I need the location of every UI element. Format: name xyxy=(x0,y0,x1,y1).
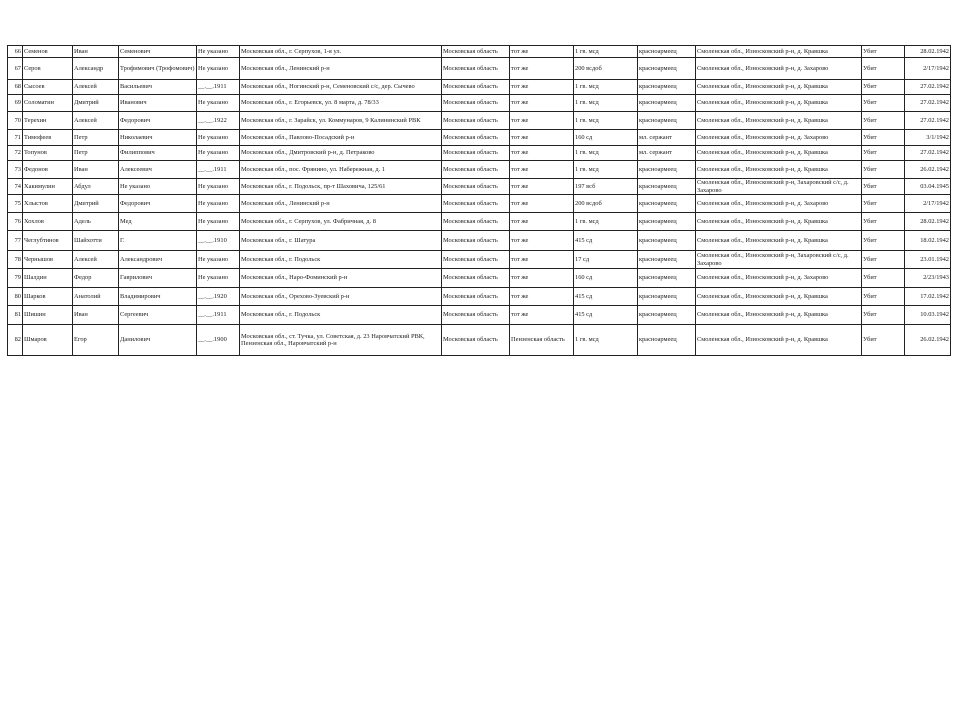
death-date-cell: 28.02.1942 xyxy=(905,46,951,58)
fate-cell: Убит xyxy=(862,195,905,213)
row-number-cell: 74 xyxy=(8,179,23,195)
middle-name-cell: Трофимович (Трофомович) xyxy=(119,58,197,80)
first-name-cell: Анатолий xyxy=(73,288,119,306)
fate-cell: Убит xyxy=(862,231,905,251)
table-row xyxy=(8,58,951,80)
conscription-region-cell: тот же xyxy=(510,179,574,195)
burial-place-cell: Смоленская обл., Износковский р-н, д. Кравшка xyxy=(696,95,862,112)
middle-name-cell: Не указано xyxy=(119,179,197,195)
burial-place-cell: Смоленская обл., Износковский р-н, д. Кравшка xyxy=(696,46,862,58)
region-cell: Московская область xyxy=(442,130,510,146)
conscription-region-cell: Пензенская область xyxy=(510,325,574,356)
row-number-cell: 70 xyxy=(8,112,23,130)
table-row xyxy=(8,251,951,269)
first-name-cell: Петр xyxy=(73,146,119,161)
military-unit-cell: 1 гв. мсд xyxy=(574,146,638,161)
military-unit-cell: 415 сд xyxy=(574,288,638,306)
first-name-cell: Дмитрий xyxy=(73,95,119,112)
death-date-cell: 2/17/1942 xyxy=(905,195,951,213)
fate-cell: Убит xyxy=(862,288,905,306)
row-number-cell: 80 xyxy=(8,288,23,306)
military-unit-cell: 1 гв. мсд xyxy=(574,46,638,58)
last-name-cell: Хлыстов xyxy=(23,195,73,213)
birthplace-cell: Московская обл., г. Подольск xyxy=(240,251,442,269)
middle-name-cell: Гаврилович xyxy=(119,269,197,288)
row-number-cell: 77 xyxy=(8,231,23,251)
birth-year-cell: __.__.1922 xyxy=(197,112,240,130)
burial-place-cell: Смоленская обл., Износковский р-н, д. Захарово xyxy=(696,58,862,80)
military-unit-cell: 17 сд xyxy=(574,251,638,269)
birthplace-cell: Московская обл., Наро-Фоминский р-н xyxy=(240,269,442,288)
birth-year-cell: Не указано xyxy=(197,58,240,80)
last-name-cell: Серов xyxy=(23,58,73,80)
birth-year-cell: Не указано xyxy=(197,269,240,288)
table-row xyxy=(8,325,951,356)
first-name-cell: Иван xyxy=(73,161,119,179)
fate-cell: Убит xyxy=(862,58,905,80)
death-date-cell: 10.03.1942 xyxy=(905,306,951,325)
middle-name-cell: Сергеевич xyxy=(119,306,197,325)
birth-year-cell: Не указано xyxy=(197,251,240,269)
last-name-cell: Чернышов xyxy=(23,251,73,269)
death-date-cell: 26.02.1942 xyxy=(905,325,951,356)
last-name-cell: Тимофеев xyxy=(23,130,73,146)
military-unit-cell: 1 гв. мсд xyxy=(574,95,638,112)
row-number-cell: 73 xyxy=(8,161,23,179)
row-number-cell: 82 xyxy=(8,325,23,356)
conscription-region-cell: тот же xyxy=(510,95,574,112)
conscription-region-cell: тот же xyxy=(510,80,574,95)
fate-cell: Убит xyxy=(862,325,905,356)
row-number-cell: 72 xyxy=(8,146,23,161)
middle-name-cell: Александрович xyxy=(119,251,197,269)
last-name-cell: Чеглубтинов xyxy=(23,231,73,251)
rank-cell: красноармеец xyxy=(638,112,696,130)
table-row xyxy=(8,179,951,195)
military-unit-cell: 1 гв. мсд xyxy=(574,325,638,356)
region-cell: Московская область xyxy=(442,161,510,179)
conscription-region-cell: тот же xyxy=(510,306,574,325)
first-name-cell: Иван xyxy=(73,46,119,58)
military-unit-cell: 200 всдоб xyxy=(574,58,638,80)
table-row xyxy=(8,146,951,161)
rank-cell: красноармеец xyxy=(638,288,696,306)
last-name-cell: Шишин xyxy=(23,306,73,325)
birthplace-cell: Московская обл., Павлово-Посадский р-н xyxy=(240,130,442,146)
table-row xyxy=(8,130,951,146)
conscription-region-cell: тот же xyxy=(510,195,574,213)
death-date-cell: 17.02.1942 xyxy=(905,288,951,306)
burial-place-cell: Смоленская обл., Износковский р-н, д. Кравшка xyxy=(696,231,862,251)
burial-register-table xyxy=(7,45,951,356)
table-row xyxy=(8,46,951,58)
row-number-cell: 71 xyxy=(8,130,23,146)
burial-place-cell: Смоленская обл., Износковский р-н, д. Кравшка xyxy=(696,161,862,179)
region-cell: Московская область xyxy=(442,231,510,251)
last-name-cell: Шарков xyxy=(23,288,73,306)
fate-cell: Убит xyxy=(862,179,905,195)
birthplace-cell: Московская обл., г. Егорьевск, ул. 8 марта, д. 78/33 xyxy=(240,95,442,112)
middle-name-cell: Алексеевич xyxy=(119,161,197,179)
death-date-cell: 27.02.1942 xyxy=(905,112,951,130)
conscription-region-cell: тот же xyxy=(510,231,574,251)
conscription-region-cell: тот же xyxy=(510,146,574,161)
rank-cell: красноармеец xyxy=(638,231,696,251)
death-date-cell: 18.02.1942 xyxy=(905,231,951,251)
fate-cell: Убит xyxy=(862,80,905,95)
middle-name-cell: Семенович xyxy=(119,46,197,58)
table-row xyxy=(8,231,951,251)
conscription-region-cell: тот же xyxy=(510,161,574,179)
table-row xyxy=(8,112,951,130)
first-name-cell: Иван xyxy=(73,306,119,325)
rank-cell: красноармеец xyxy=(638,95,696,112)
death-date-cell: 2/17/1942 xyxy=(905,58,951,80)
last-name-cell: Федонов xyxy=(23,161,73,179)
death-date-cell: 03.04.1945 xyxy=(905,179,951,195)
conscription-region-cell: тот же xyxy=(510,288,574,306)
military-unit-cell: 200 всдоб xyxy=(574,195,638,213)
fate-cell: Убит xyxy=(862,306,905,325)
rank-cell: красноармеец xyxy=(638,251,696,269)
birthplace-cell: Московская обл., ст. Тучка, ул. Советская, д. 23 Наровчатский РВК, Пензенская обл., Наровчатский р-н xyxy=(240,325,442,356)
table-row xyxy=(8,195,951,213)
burial-place-cell: Смоленская обл., Износковский р-н, Захаровский с/с, д. Захарово xyxy=(696,179,862,195)
birthplace-cell: Московская обл., г. Подольск xyxy=(240,306,442,325)
birthplace-cell: Московская обл., г. Шатура xyxy=(240,231,442,251)
row-number-cell: 81 xyxy=(8,306,23,325)
birth-year-cell: Не указано xyxy=(197,130,240,146)
middle-name-cell: Васильевич xyxy=(119,80,197,95)
birthplace-cell: Московская обл., Ногинский р-н, Семеновский с/с, дер. Сычево xyxy=(240,80,442,95)
table-row xyxy=(8,80,951,95)
birth-year-cell: __.__.1911 xyxy=(197,161,240,179)
burial-place-cell: Смоленская обл., Износковский р-н, д. Кравшка xyxy=(696,213,862,231)
region-cell: Московская область xyxy=(442,46,510,58)
region-cell: Московская область xyxy=(442,288,510,306)
military-unit-cell: 1 гв. мсд xyxy=(574,112,638,130)
last-name-cell: Соломатин xyxy=(23,95,73,112)
birth-year-cell: __.__.1900 xyxy=(197,325,240,356)
region-cell: Московская область xyxy=(442,58,510,80)
last-name-cell: Хакимулин xyxy=(23,179,73,195)
last-name-cell: Хохлов xyxy=(23,213,73,231)
fate-cell: Убит xyxy=(862,161,905,179)
birth-year-cell: __.__.1920 xyxy=(197,288,240,306)
military-unit-cell: 415 сд xyxy=(574,306,638,325)
burial-place-cell: Смоленская обл., Износковский р-н, д. Кравшка xyxy=(696,146,862,161)
birthplace-cell: Московская обл., г. Зарайск, ул. Коммунаров, 9 Калининский РВК xyxy=(240,112,442,130)
birth-year-cell: Не указано xyxy=(197,95,240,112)
row-number-cell: 69 xyxy=(8,95,23,112)
birthplace-cell: Московская обл., Ленинский р-н xyxy=(240,58,442,80)
first-name-cell: Петр xyxy=(73,130,119,146)
burial-place-cell: Смоленская обл., Износковский р-н, Захаровский с/с, д. Захарово xyxy=(696,251,862,269)
row-number-cell: 76 xyxy=(8,213,23,231)
death-date-cell: 26.02.1942 xyxy=(905,161,951,179)
table-row xyxy=(8,213,951,231)
region-cell: Московская область xyxy=(442,195,510,213)
first-name-cell: Алексей xyxy=(73,80,119,95)
row-number-cell: 79 xyxy=(8,269,23,288)
conscription-region-cell: тот же xyxy=(510,112,574,130)
military-unit-cell: 197 всб xyxy=(574,179,638,195)
fate-cell: Убит xyxy=(862,130,905,146)
military-unit-cell: 415 сд xyxy=(574,231,638,251)
birthplace-cell: Московская обл., г. Серпухов, 1-я ул. xyxy=(240,46,442,58)
fate-cell: Убит xyxy=(862,146,905,161)
last-name-cell: Шмаров xyxy=(23,325,73,356)
row-number-cell: 67 xyxy=(8,58,23,80)
first-name-cell: Шайхотти xyxy=(73,231,119,251)
birth-year-cell: __.__.1910 xyxy=(197,231,240,251)
rank-cell: красноармеец xyxy=(638,58,696,80)
burial-place-cell: Смоленская обл., Износковский р-н, д. Кравшка xyxy=(696,288,862,306)
burial-place-cell: Смоленская обл., Износковский р-н, д. Кравшка xyxy=(696,80,862,95)
rank-cell: красноармеец xyxy=(638,179,696,195)
last-name-cell: Семенов xyxy=(23,46,73,58)
fate-cell: Убит xyxy=(862,112,905,130)
region-cell: Московская область xyxy=(442,80,510,95)
birthplace-cell: Московская обл., пос. Фрянино, ул. Набережная, д. 1 xyxy=(240,161,442,179)
last-name-cell: Сысоев xyxy=(23,80,73,95)
death-date-cell: 27.02.1942 xyxy=(905,146,951,161)
first-name-cell: Александр xyxy=(73,58,119,80)
birth-year-cell: __.__.1911 xyxy=(197,80,240,95)
region-cell: Московская область xyxy=(442,213,510,231)
region-cell: Московская область xyxy=(442,112,510,130)
table-row xyxy=(8,161,951,179)
conscription-region-cell: тот же xyxy=(510,269,574,288)
first-name-cell: Алексей xyxy=(73,251,119,269)
military-unit-cell: 1 гв. мсд xyxy=(574,80,638,95)
birthplace-cell: Московская обл., Дмитровский р-н, д. Петраково xyxy=(240,146,442,161)
region-cell: Московская область xyxy=(442,306,510,325)
birth-year-cell: Не указано xyxy=(197,213,240,231)
rank-cell: красноармеец xyxy=(638,269,696,288)
military-unit-cell: 1 гв. мсд xyxy=(574,213,638,231)
birth-year-cell: Не указано xyxy=(197,46,240,58)
table-row xyxy=(8,269,951,288)
conscription-region-cell: тот же xyxy=(510,251,574,269)
first-name-cell: Адель xyxy=(73,213,119,231)
birthplace-cell: Московская обл., г. Подольск, пр-т Шаховича, 125/61 xyxy=(240,179,442,195)
region-cell: Московская область xyxy=(442,179,510,195)
middle-name-cell: Мед xyxy=(119,213,197,231)
first-name-cell: Федор xyxy=(73,269,119,288)
birth-year-cell: Не указано xyxy=(197,195,240,213)
rank-cell: красноармеец xyxy=(638,195,696,213)
burial-place-cell: Смоленская обл., Износковский р-н, д. Кравшка xyxy=(696,306,862,325)
death-date-cell: 27.02.1942 xyxy=(905,80,951,95)
rank-cell: красноармеец xyxy=(638,325,696,356)
last-name-cell: Топунов xyxy=(23,146,73,161)
region-cell: Московская область xyxy=(442,146,510,161)
rank-cell: красноармеец xyxy=(638,161,696,179)
fate-cell: Убит xyxy=(862,269,905,288)
death-date-cell: 3/1/1942 xyxy=(905,130,951,146)
middle-name-cell: Данилович xyxy=(119,325,197,356)
region-cell: Московская область xyxy=(442,269,510,288)
rank-cell: красноармеец xyxy=(638,213,696,231)
row-number-cell: 75 xyxy=(8,195,23,213)
burial-place-cell: Смоленская обл., Износковский р-н, д. Захарово xyxy=(696,130,862,146)
conscription-region-cell: тот же xyxy=(510,46,574,58)
fate-cell: Убит xyxy=(862,46,905,58)
death-date-cell: 23.01.1942 xyxy=(905,251,951,269)
row-number-cell: 68 xyxy=(8,80,23,95)
burial-place-cell: Смоленская обл., Износковский р-н, д. Кравшка xyxy=(696,325,862,356)
birth-year-cell: __.__.1911 xyxy=(197,306,240,325)
birthplace-cell: Московская обл., Ленинский р-н xyxy=(240,195,442,213)
military-unit-cell: 160 сд xyxy=(574,130,638,146)
middle-name-cell: Федорович xyxy=(119,112,197,130)
table-row xyxy=(8,288,951,306)
first-name-cell: Абдул xyxy=(73,179,119,195)
rank-cell: мл. сержант xyxy=(638,146,696,161)
death-date-cell: 2/23/1943 xyxy=(905,269,951,288)
rank-cell: мл. сержант xyxy=(638,130,696,146)
region-cell: Московская область xyxy=(442,325,510,356)
burial-place-cell: Смоленская обл., Износковский р-н, д. Кравшка xyxy=(696,112,862,130)
death-date-cell: 28.02.1942 xyxy=(905,213,951,231)
first-name-cell: Алексей xyxy=(73,112,119,130)
military-unit-cell: 160 сд xyxy=(574,269,638,288)
table-body xyxy=(8,46,951,356)
middle-name-cell: Иванович xyxy=(119,95,197,112)
conscription-region-cell: тот же xyxy=(510,58,574,80)
first-name-cell: Дмитрий xyxy=(73,195,119,213)
region-cell: Московская область xyxy=(442,95,510,112)
middle-name-cell: Филиппович xyxy=(119,146,197,161)
burial-place-cell: Смоленская обл., Износковский р-н, д. Захарово xyxy=(696,269,862,288)
fate-cell: Убит xyxy=(862,95,905,112)
conscription-region-cell: тот же xyxy=(510,213,574,231)
middle-name-cell: Николаевич xyxy=(119,130,197,146)
table-row xyxy=(8,306,951,325)
last-name-cell: Терехин xyxy=(23,112,73,130)
middle-name-cell: Г. xyxy=(119,231,197,251)
row-number-cell: 66 xyxy=(8,46,23,58)
table-row xyxy=(8,95,951,112)
birthplace-cell: Московская обл., г. Серпухов, ул. Фабричная, д. 8 xyxy=(240,213,442,231)
burial-place-cell: Смоленская обл., Износковский р-н, д. Захарово xyxy=(696,195,862,213)
military-unit-cell: 1 гв. мсд xyxy=(574,161,638,179)
fate-cell: Убит xyxy=(862,213,905,231)
row-number-cell: 78 xyxy=(8,251,23,269)
fate-cell: Убит xyxy=(862,251,905,269)
death-date-cell: 27.02.1942 xyxy=(905,95,951,112)
conscription-region-cell: тот же xyxy=(510,130,574,146)
region-cell: Московская область xyxy=(442,251,510,269)
rank-cell: красноармеец xyxy=(638,46,696,58)
birth-year-cell: Не указано xyxy=(197,146,240,161)
last-name-cell: Шалдин xyxy=(23,269,73,288)
first-name-cell: Егор xyxy=(73,325,119,356)
birthplace-cell: Московская обл., Орехово-Зуевский р-н xyxy=(240,288,442,306)
rank-cell: красноармеец xyxy=(638,306,696,325)
rank-cell: красноармеец xyxy=(638,80,696,95)
birth-year-cell: Не указано xyxy=(197,179,240,195)
middle-name-cell: Федорович xyxy=(119,195,197,213)
middle-name-cell: Владимирович xyxy=(119,288,197,306)
